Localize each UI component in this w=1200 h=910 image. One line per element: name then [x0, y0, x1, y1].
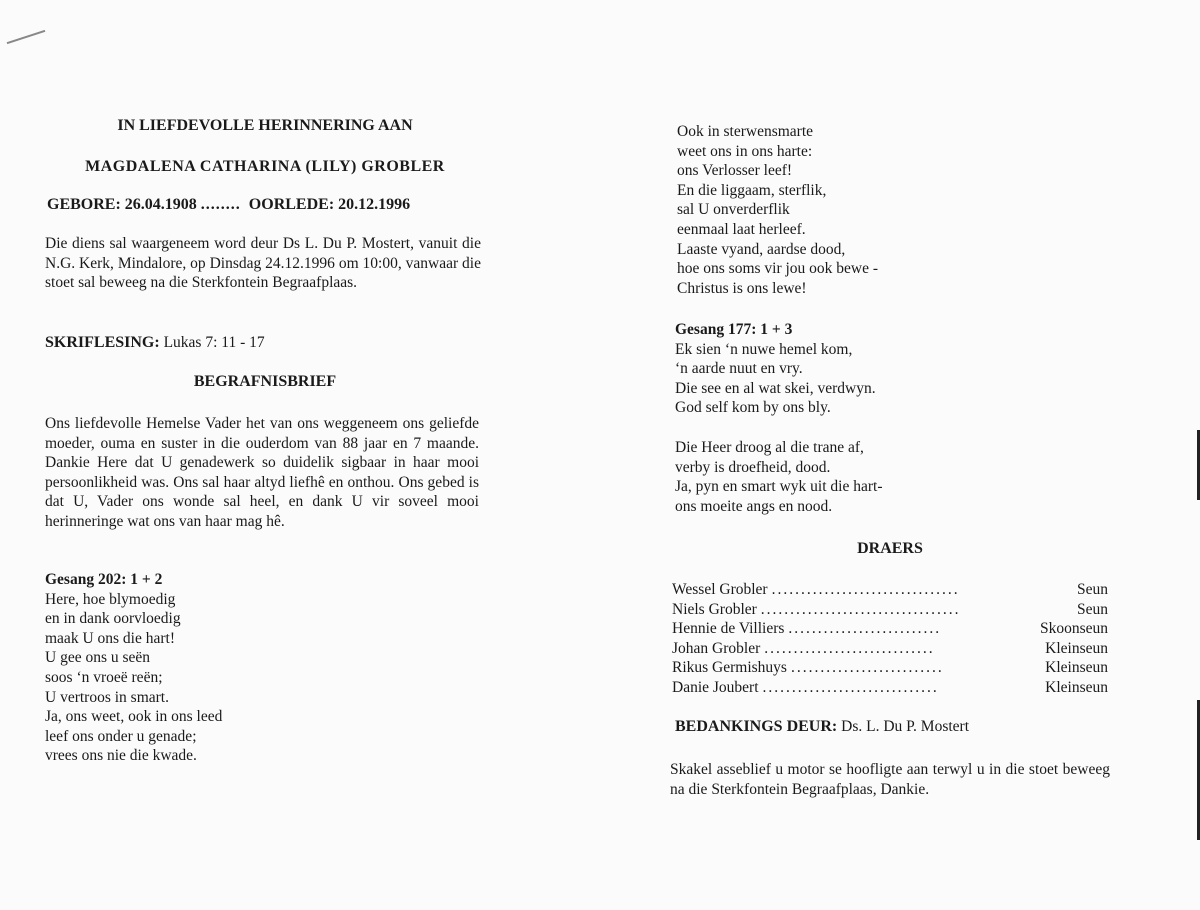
bearers-list — [672, 580, 1108, 698]
bearer-relation: Seun — [1077, 581, 1108, 598]
memorial-heading: IN LIEFDEVOLLE HERINNERING AAN — [117, 117, 413, 134]
thanks-label: BEDANKINGS DEUR: — [675, 718, 838, 735]
verse-line: En die liggaam, sterflik, — [677, 181, 827, 199]
bearer-leader-dots: ............................. — [764, 639, 935, 657]
hymn-line: leef ons onder u genade; — [45, 727, 197, 745]
bearer-relation: Seun — [1077, 600, 1108, 618]
bearer-row — [672, 639, 1108, 659]
verse-line: Christus is ons lewe! — [677, 279, 807, 297]
bearer-row — [672, 600, 1108, 620]
bearer-name: Hennie de Villiers — [672, 620, 785, 638]
bearer-row — [672, 658, 1108, 678]
hymn-line: U gee ons u seën — [45, 649, 151, 667]
bearer-relation: Skoonseun — [1039, 620, 1108, 638]
bearer-leader-dots: .......................... — [790, 659, 944, 677]
hymn-line: God self kom by ons bly. — [675, 399, 831, 417]
hymn-202 — [45, 570, 222, 766]
hymn-title: Gesang 202: 1 + 2 — [45, 571, 163, 588]
verse-line: verby is droefheid, dood. — [675, 458, 831, 476]
died-label: OORLEDE: — [248, 196, 335, 213]
bearer-name: Niels Grobler — [672, 600, 757, 618]
born-label: GEBORE: — [47, 196, 121, 213]
verse-line: weet ons in ons harte: — [677, 142, 813, 160]
letter-heading: BEGRAFNISBRIEF — [193, 373, 337, 390]
thanks-value: Ds. L. Du P. Mostert — [841, 718, 970, 735]
hymn-177 — [675, 320, 876, 418]
hymn-line: Ek sien ‘n nuwe hemel kom, — [675, 340, 853, 358]
bearers-heading: DRAERS — [857, 540, 923, 557]
bearer-relation: Kleinseun — [1045, 639, 1108, 657]
scripture-label: SKRIFLESING: — [45, 334, 160, 351]
bearer-leader-dots: .......................... — [788, 620, 942, 638]
bearer-name: Wessel Grobler — [672, 581, 768, 598]
hymn-line: soos ‘n vroeë reën; — [45, 668, 163, 686]
verse-line: Laaste vyand, aardse dood, — [677, 240, 846, 258]
hymn-line: U vertroos in smart. — [45, 688, 169, 706]
hymn-title: Gesang 177: 1 + 3 — [675, 321, 793, 338]
closing-paragraph: Skakel asseblief u motor se hoofligte aan terwyl u in die stoet beweeg na die Sterkfontein Begraafplaas, Dankie. — [670, 761, 1110, 798]
hymn-line: Here, hoe blymoedig — [45, 590, 176, 608]
letter-paragraph: Ons liefdevolle Hemelse Vader het van ons weggeneem ons geliefde moeder, ouma en suster in die ouderdom van 88 jaar en 7 maande. Dankie Here dat U genadewerk so duidelik sigbaar in haar mooi persoonlikheid was. Ons sal haar altyd liefhê en onthou. Ons gebed is dat U, Vader ons wonde sal heel, en dank U vir soveel mooi herinneringe wat ons van haar mag hê. — [45, 415, 479, 530]
bearer-relation: Kleinseun — [1045, 659, 1108, 677]
hymn-line: ‘n aarde nuut en vry. — [675, 360, 803, 378]
verse-line: Ook in sterwensmarte — [677, 123, 814, 140]
thanks-line — [675, 718, 969, 736]
hymn-line: Die see en al wat skei, verdwyn. — [675, 379, 876, 397]
scripture-reference: Lukas 7: 11 - 17 — [163, 334, 265, 351]
verse-line: sal U onverderflik — [677, 201, 790, 219]
scripture-line — [45, 334, 265, 352]
dates-separator: ........ — [200, 196, 241, 213]
bearer-leader-dots: ................................ — [771, 581, 960, 598]
bearer-leader-dots: .................................. — [760, 600, 961, 618]
bearer-row — [672, 619, 1108, 639]
scan-mark — [7, 30, 46, 44]
hymn-line: Ja, ons weet, ook in ons leed — [45, 708, 223, 726]
verse-block — [677, 122, 878, 298]
verse-block-2 — [675, 438, 882, 516]
bearer-name: Johan Grobler — [672, 639, 761, 657]
bearer-name: Danie Joubert — [672, 678, 759, 696]
bearer-leader-dots: .............................. — [762, 678, 939, 696]
hymn-line: vrees ons nie die kwade. — [45, 747, 197, 765]
verse-line: eenmaal laat herleef. — [677, 220, 806, 238]
hymn-line: en in dank oorvloedig — [45, 610, 181, 628]
verse-line: hoe ons soms vir jou ook bewe - — [677, 260, 879, 278]
dates-line — [47, 196, 410, 214]
service-paragraph: Die diens sal waargeneem word deur Ds L. Du P. Mostert, vanuit die N.G. Kerk, Mindalore, op Dinsdag 24.12.1996 om 10:00, vanwaar die stoet sal beweeg na die Sterkfontein Begraafplaas. — [45, 235, 481, 292]
verse-line: Die Heer droog al die trane af, — [675, 439, 864, 456]
deceased-name: MAGDALENA CATHARINA (LILY) GROBLER — [85, 158, 445, 175]
verse-line: Ja, pyn en smart wyk uit die hart- — [675, 478, 883, 496]
bearer-row — [672, 580, 1108, 600]
bearer-relation: Kleinseun — [1045, 678, 1108, 696]
bearer-row — [672, 678, 1108, 698]
hymn-line: maak U ons die hart! — [45, 629, 175, 647]
bearer-name: Rikus Germishuys — [672, 659, 787, 677]
verse-line: ons Verlosser leef! — [677, 162, 793, 180]
verse-line: ons moeite angs en nood. — [675, 497, 833, 515]
born-date: 26.04.1908 — [124, 196, 197, 213]
died-date: 20.12.1996 — [338, 196, 411, 213]
